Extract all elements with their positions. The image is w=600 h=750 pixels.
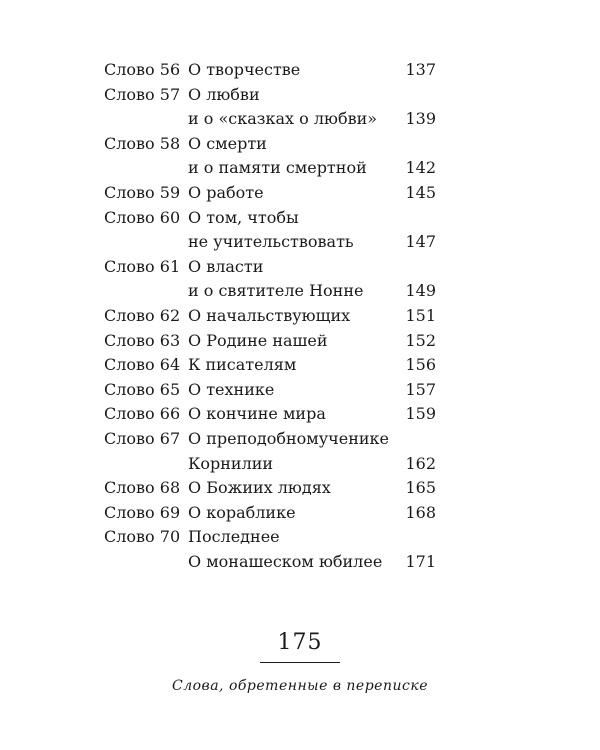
toc-entry-page: 165 xyxy=(405,478,436,498)
toc-entry-page: 159 xyxy=(405,404,436,424)
toc-entry-number: Слово 58 xyxy=(104,133,181,153)
toc-entry-number: Слово 67 xyxy=(104,428,181,448)
toc-entry-page: 149 xyxy=(405,281,436,301)
toc-entry-page: 171 xyxy=(405,551,436,571)
toc-entry-number: Слово 66 xyxy=(104,404,181,424)
toc-entry-title: не учительствовать xyxy=(188,232,354,252)
toc-entry-page: 151 xyxy=(405,305,436,325)
toc-entry-number: Слово 60 xyxy=(104,207,181,227)
toc-row xyxy=(104,255,436,280)
toc-entry-title: О кораблике xyxy=(188,502,296,522)
toc-entry-number: Слово 69 xyxy=(104,502,181,522)
toc-row xyxy=(104,452,436,477)
toc-row xyxy=(104,230,436,255)
toc-row xyxy=(104,58,436,83)
toc-row xyxy=(104,525,436,550)
toc-entry-number: Слово 61 xyxy=(104,256,181,276)
toc-entry-title: О преподобномученике xyxy=(188,428,389,448)
toc-entry-page: 162 xyxy=(405,453,436,473)
toc-entry-page: 147 xyxy=(405,232,436,252)
toc-entry-title: О смерти xyxy=(188,133,267,153)
toc-row xyxy=(104,501,436,526)
toc-entry-page: 157 xyxy=(405,379,436,399)
toc-entry-title: О власти xyxy=(188,256,264,276)
toc-entry-number: Слово 63 xyxy=(104,330,181,350)
page-footer xyxy=(0,630,600,695)
toc-entry-title: О творчестве xyxy=(188,60,301,79)
toc-entry-title: О Родине нашей xyxy=(188,330,328,350)
toc-entry-number: Слово 64 xyxy=(104,355,181,375)
toc-entry-title: и о «сказках о любви» xyxy=(188,109,378,129)
toc-row xyxy=(104,378,436,403)
toc-row xyxy=(104,83,436,108)
toc-entry-number: Слово 68 xyxy=(104,478,181,498)
toc-row xyxy=(104,476,436,501)
toc-entry-number: Слово 65 xyxy=(104,379,181,399)
page-number: 175 xyxy=(277,630,323,655)
table-of-contents xyxy=(104,58,436,574)
toc-row xyxy=(104,206,436,231)
toc-entry-page: 156 xyxy=(405,355,436,375)
toc-row xyxy=(104,279,436,304)
toc-entry-title: О кончине мира xyxy=(188,404,326,424)
toc-entry-title: Последнее xyxy=(188,527,280,547)
toc-entry-number: Слово 59 xyxy=(104,182,181,202)
section-title: Слова, обретенные в переписке xyxy=(172,678,428,694)
toc-entry-title: О Божиих людях xyxy=(188,478,331,498)
toc-row xyxy=(104,304,436,329)
toc-entry-number: Слово 57 xyxy=(104,84,181,104)
toc-entry-page: 139 xyxy=(405,109,436,129)
toc-entry-number: Слово 70 xyxy=(104,527,181,547)
toc-row xyxy=(104,550,436,575)
toc-entry-number: Слово 56 xyxy=(104,60,181,79)
toc-row xyxy=(104,181,436,206)
toc-entry-title: Корнилии xyxy=(188,453,274,473)
toc-row xyxy=(104,329,436,354)
toc-row xyxy=(104,427,436,452)
toc-row xyxy=(104,156,436,181)
toc-entry-title: и о святителе Нонне xyxy=(188,281,364,301)
footer-divider xyxy=(260,662,340,663)
toc-entry-title: О технике xyxy=(188,379,275,399)
toc-entry-number: Слово 62 xyxy=(104,305,181,325)
toc-entry-title: О работе xyxy=(188,182,264,202)
toc-entry-page: 168 xyxy=(405,502,436,522)
toc-row xyxy=(104,402,436,427)
toc-row xyxy=(104,353,436,378)
toc-entry-title: О любви xyxy=(188,84,260,104)
toc-entry-page: 142 xyxy=(405,158,436,178)
toc-entry-title: и о памяти смертной xyxy=(188,158,367,178)
toc-entry-title: О начальствующих xyxy=(188,305,351,325)
toc-entry-title: О том, чтобы xyxy=(188,207,299,227)
toc-entry-page: 145 xyxy=(405,182,436,202)
toc-entry-page: 137 xyxy=(405,60,436,79)
toc-row xyxy=(104,107,436,132)
toc-entry-page: 152 xyxy=(405,330,436,350)
toc-entry-title: К писателям xyxy=(188,355,297,375)
toc-row xyxy=(104,132,436,157)
toc-entry-title: О монашеском юбилее xyxy=(188,551,383,571)
